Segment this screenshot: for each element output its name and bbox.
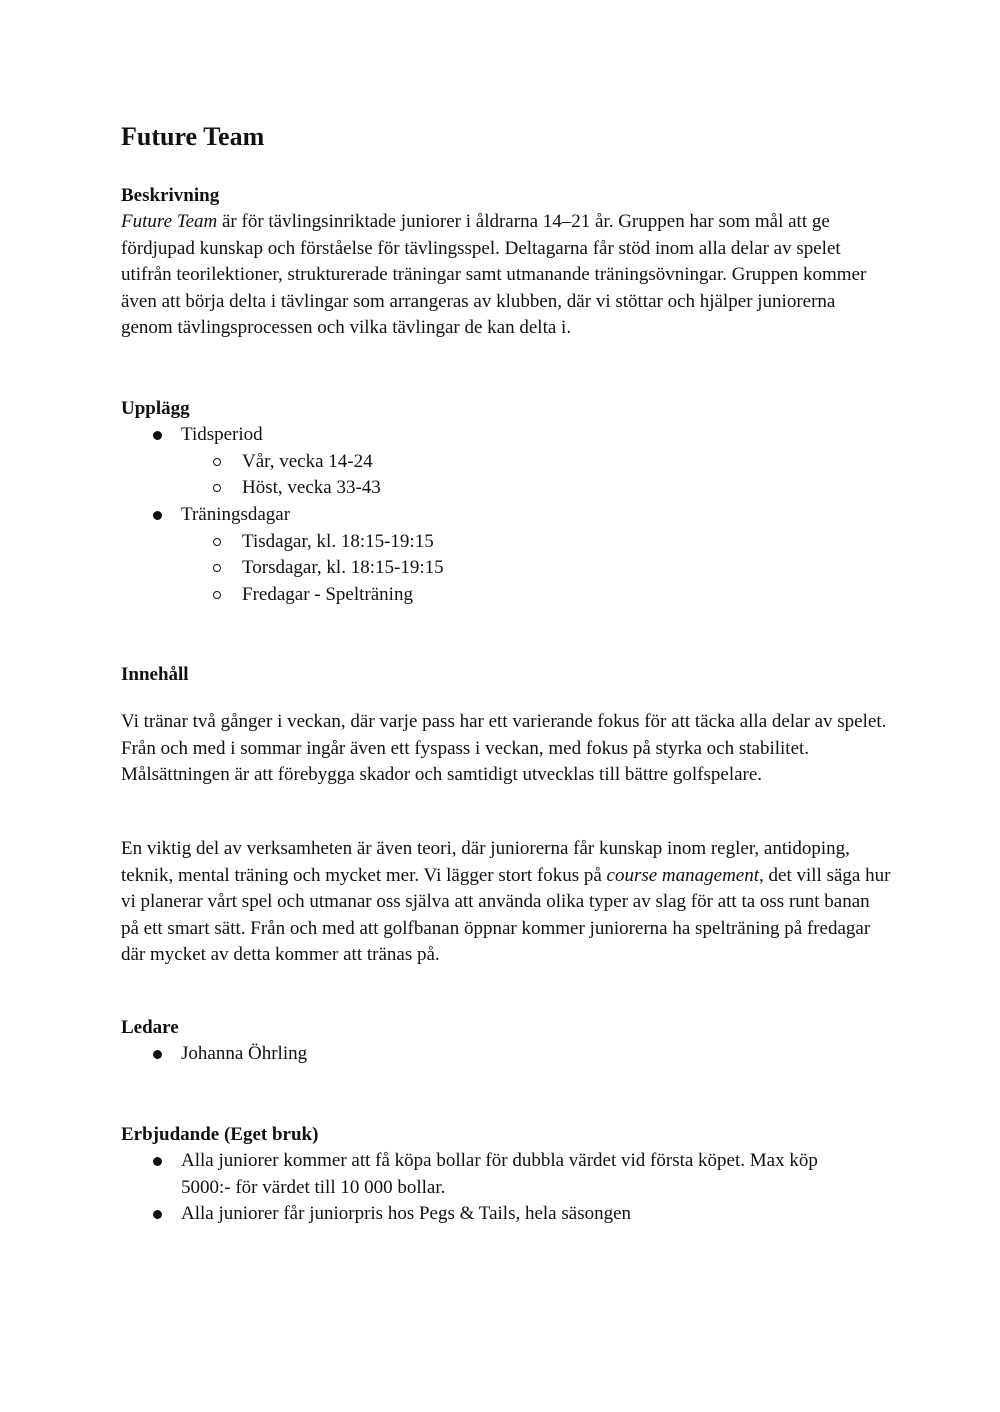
innehall-text: En viktig del av verksamheten är även teori, där juniorerna får kunskap inom regler, antidoping, teknik, mental träning och mycket mer. Vi lägger stort fokus på [121,838,850,886]
innehall-paragraph-2 [121,836,891,969]
bullet-icon [153,431,162,440]
upplagg-subitem: Tisdagar, kl. 18:15-19:15 [242,531,434,552]
beskrivning-paragraph [121,209,891,342]
upplagg-subitem: Höst, vecka 33-43 [242,477,381,498]
erbjudande-item: Alla juniorer kommer att få köpa bollar för dubbla värdet vid första köpet. Max köp 5000:- för värdet till 10 000 bollar. [181,1150,818,1198]
upplagg-item-traningsdagar: Träningsdagar [181,504,291,525]
circle-bullet-icon [213,538,221,546]
upplagg-subitem: Torsdagar, kl. 18:15-19:15 [242,557,444,578]
upplagg-subitem: Fredagar - Spelträning [242,584,413,605]
section-heading-upplagg: Upplägg [121,398,190,419]
innehall-italic-term: course management [606,864,760,886]
bullet-icon [153,1210,162,1219]
bullet-icon [153,1157,162,1166]
circle-bullet-icon [213,484,221,492]
erbjudande-item: Alla juniorer får juniorpris hos Pegs & Tails, hela säsongen [181,1203,632,1224]
innehall-text: , det vill säga hur vi planerar vårt spel och utmanar oss själva att använda olika typer av slag för att ta oss runt banan på ett smart sätt. Från och med att golfbanan öppnar kommer juniorerna ha spelträning på fredagar där mycket av detta kommer att tränas på. [121,864,891,965]
upplagg-subitem: Vår, vecka 14-24 [242,451,373,472]
beskrivning-text: är för tävlingsinriktade juniorer i åldrarna 14–21 år. Gruppen har som mål att ge fördjupad kunskap och förståelse för tävlingsspel. Deltagarna får stöd inom alla delar av spelet utifrån teorilektioner, strukturerade träningar samt utmanande träningsövningar. Gruppen kommer även att börja delta i tävlingar som arrangeras av klubben, där vi stöttar och hjälper juniorerna genom tävlingsprocessen och vilka tävlingar de kan delta i. [121,211,867,338]
bullet-icon [153,511,162,520]
circle-bullet-icon [213,591,221,599]
innehall-paragraph-1: Vi tränar två gånger i veckan, där varje pass har ett varierande fokus för att täcka alla delar av spelet. Från och med i sommar ingår även ett fyspass i veckan, med fokus på styrka och stabilitet. Målsättningen är att förebygga skador och samtidigt utvecklas till bättre golfspelare. [121,711,887,785]
bullet-icon [153,1050,162,1059]
section-heading-erbjudande: Erbjudande (Eget bruk) [121,1124,319,1145]
section-heading-beskrivning: Beskrivning [121,185,220,206]
beskrivning-italic-team-name: Future Team [121,211,218,232]
ledare-item: Johanna Öhrling [181,1043,308,1064]
circle-bullet-icon [213,564,221,572]
circle-bullet-icon [213,458,221,466]
upplagg-item-tidsperiod: Tidsperiod [181,424,263,445]
section-heading-ledare: Ledare [121,1017,179,1038]
page-title: Future Team [121,122,265,151]
section-heading-innehall: Innehåll [121,664,189,685]
